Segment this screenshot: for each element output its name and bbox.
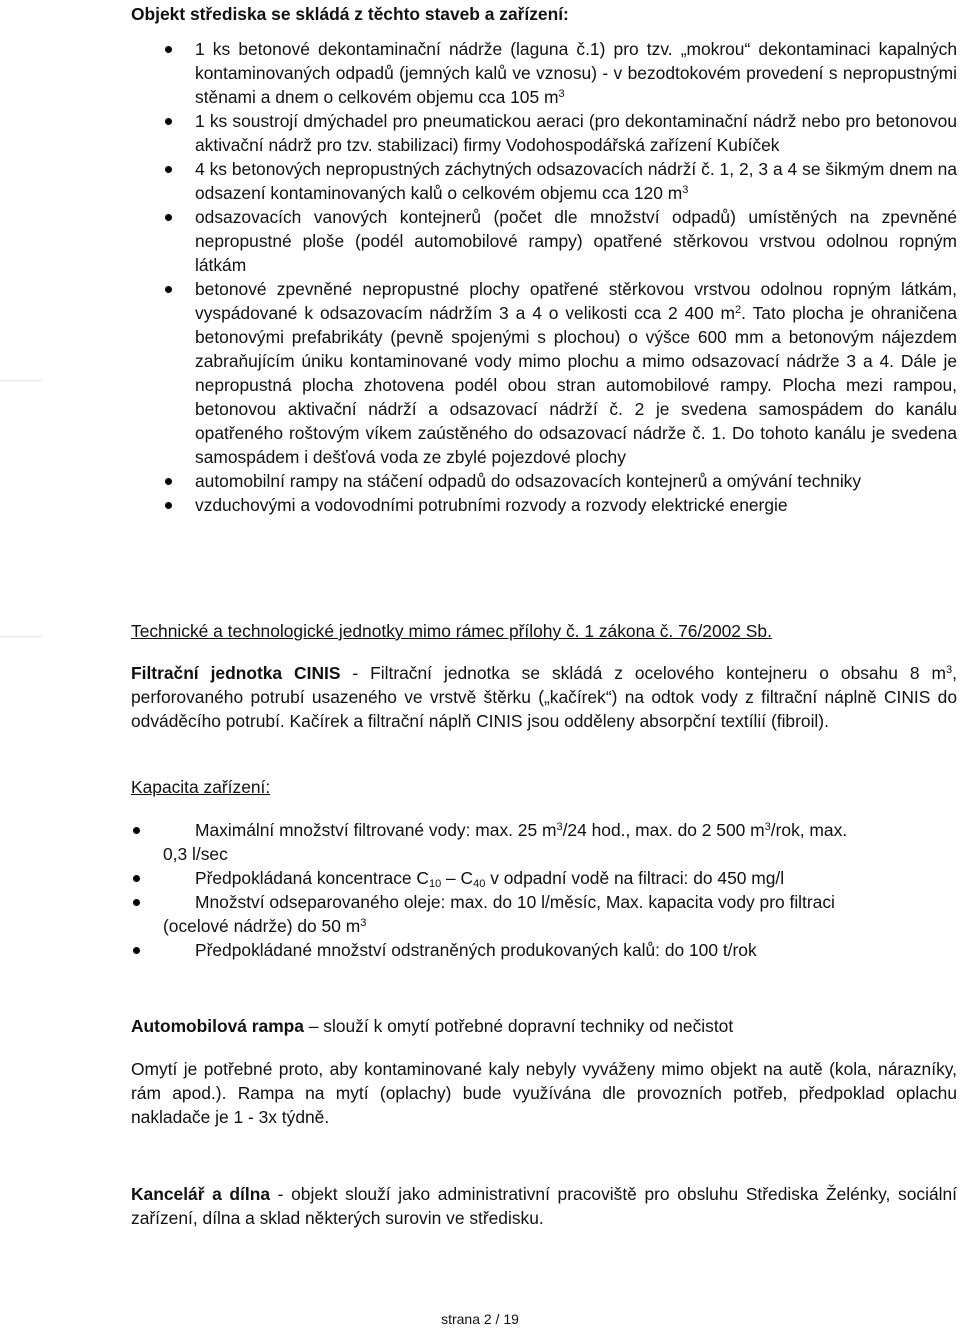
list-item: betonové zpevněné nepropustné plochy opatřené stěrkovou vrstvou odolnou ropným látkám, vyspádované k odsazovacím nádržím 3 a 4 o velikosti cca 2 400 $m^2$. Tato plocha je ohraničena betonovými prefabrikáty (pevně spojenými s plochou) o výšce 600 mm a betonovým nájezdem zabraňujícím úniku kontaminované vody mimo plochu a mimo odsazovací nádrže 3 a 4. Dále je nepropustná plocha zhotovena podél obou stran automobilové rampy. Plocha mezi rampou, betonovou aktivační nádrží a odsazovací nádrží č. 2 je svedena samospádem do kanálu opatřeného roštovým víkem zaústěného do odsazovací nádrže č. 1. Do tohoto kanálu je svedena samospádem i dešťová voda ze zbylé pojezdové plochy bbox=[131, 277, 957, 469]
bullet-icon bbox=[165, 46, 172, 53]
list-item: 1 ks soustrojí dmýchadel pro pneumatickou aeraci (pro dekontaminační nádrž nebo pro betonovou aktivační nádrž pro tzv. stabilizaci) firmy Vodohospodářská zařízení Kubíček bbox=[131, 109, 957, 157]
bullet-icon bbox=[165, 478, 172, 485]
ramp-name: Automobilová rampa bbox=[131, 1016, 304, 1036]
capacity-heading: Kapacita zařízení: bbox=[131, 777, 271, 797]
list-item: Maximální množství filtrované vody: max. 25 $m^3/24$ hod., max. do 2 500 $m^3$/rok, max. 0,3 l/sec bbox=[131, 818, 957, 866]
margin-mark bbox=[0, 380, 42, 381]
bullet-icon bbox=[165, 166, 172, 173]
bullet-icon bbox=[165, 286, 172, 293]
page-number: strana 2 / 19 bbox=[441, 1311, 519, 1327]
list-item: 4 ks betonových nepropustných záchytných odsazovacích nádrží č. 1, 2, 3 a 4 se šikmým dnem na odsazení kontaminovaných kalů o celkovém objemu cca 120 $m^3$ bbox=[131, 157, 957, 205]
list-item: Předpokládaná koncentrace $C_{10} - C_{40}$ v odpadní vodě na filtraci: do 450 mg/l bbox=[131, 866, 957, 890]
office-name: Kancelář a dílna bbox=[131, 1184, 271, 1204]
list-item: odsazovacích vanových kontejnerů (počet dle množství odpadů) umístěných na zpevněné nepropustné ploše (podél automobilové rampy) opatřené stěrkovou vrstvou odolnou ropným látkám bbox=[131, 205, 957, 277]
section-heading: Objekt střediska se skládá z těchto staveb a zařízení: bbox=[131, 4, 569, 24]
office-paragraph: Kancelář a dílna - objekt slouží jako administrativní pracoviště pro obsluhu Střediska Želénky, sociální zařízení, dílna a sklad některých surovin ve středisku. bbox=[131, 1184, 958, 1228]
list-item: Předpokládané množství odstraněných produkovaných kalů: do 100 t/rok bbox=[131, 938, 957, 962]
bullet-icon bbox=[133, 899, 140, 906]
ramp-paragraph: Omytí je potřebné proto, aby kontaminované kaly nebyly vyváženy mimo objekt na autě (kola, nárazníky, rám apod.). Rampa na mytí (oplachy) bude využívána dle provozních potřeb, předpoklad oplachu nakladače je 1 - 3x týdně. bbox=[131, 1059, 957, 1127]
facility-list bbox=[131, 37, 957, 517]
list-item: 1 ks betonové dekontaminační nádrže (laguna č.1) pro tzv. „mokrou“ dekontaminaci kapalných kontaminovaných odpadů (jemných kalů ve vznosu) - v bezodtokovém provedení s nepropustnými stěnami a dnem o celkovém objemu cca 105 $m^3$ bbox=[131, 37, 957, 109]
bullet-icon bbox=[165, 118, 172, 125]
filter-unit-paragraph: Filtrační jednotka CINIS - Filtrační jednotka se skládá z ocelového kontejneru o obsahu 8 $m^3$, perforovaného potrubí usazeného ve vrstvě štěrku („kačírek“) na odtok vody z filtrační náplně CINIS do odváděcího potrubí. Kačírek a filtrační náplň CINIS jsou odděleny absorpční textílií (fibroil). bbox=[131, 663, 957, 731]
bullet-icon bbox=[133, 875, 140, 882]
bullet-icon bbox=[165, 214, 172, 221]
margin-mark bbox=[0, 636, 42, 637]
bullet-icon bbox=[133, 827, 140, 834]
ramp-heading: Automobilová rampa – slouží k omytí potřebné dopravní techniky od nečistot bbox=[131, 1016, 734, 1036]
list-item: automobilní rampy na stáčení odpadů do odsazovacích kontejnerů a omývání techniky bbox=[131, 469, 957, 493]
bullet-icon bbox=[165, 502, 172, 509]
list-item: Množství odseparovaného oleje: max. do 10 l/měsíc, Max. kapacita vody pro filtraci (ocelové nádrže) do 50 $m^3$ bbox=[131, 890, 957, 938]
capacity-list bbox=[131, 818, 957, 962]
bullet-icon bbox=[133, 947, 140, 954]
list-item: vzduchovými a vodovodními potrubními rozvody a rozvody elektrické energie bbox=[131, 493, 957, 517]
filter-unit-name: Filtrační jednotka CINIS bbox=[131, 663, 341, 683]
technical-units-heading: Technické a technologické jednotky mimo rámec přílohy č. 1 zákona č. 76/2002 Sb. bbox=[131, 621, 772, 641]
